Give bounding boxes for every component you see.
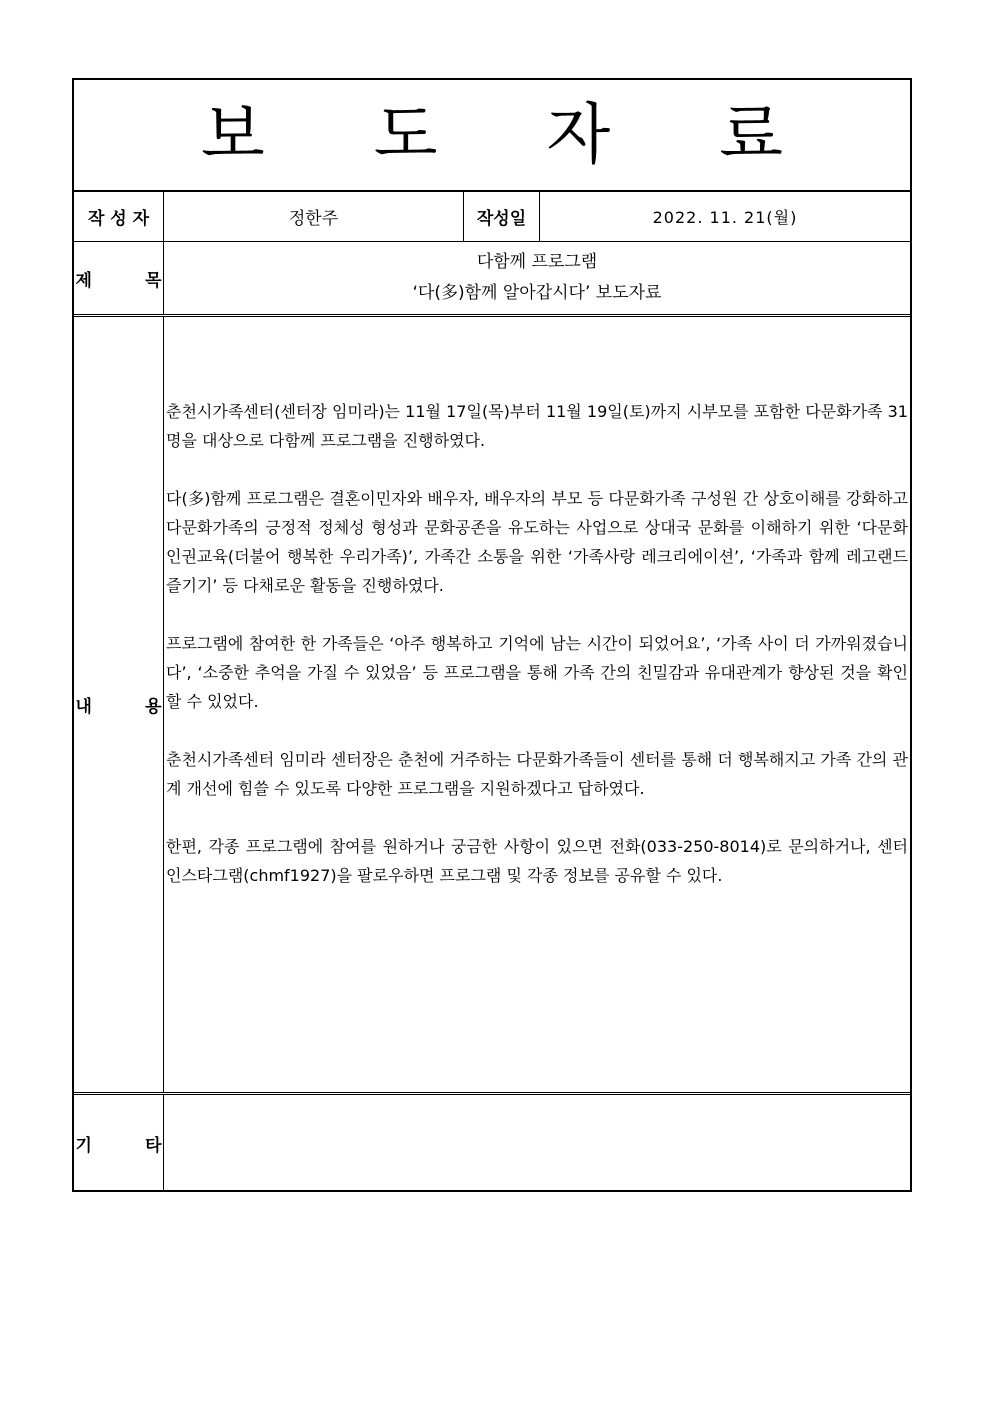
content-label [74, 317, 164, 1092]
date-value: 2022. 11. 21(월) [652, 208, 798, 227]
paragraph: 한편, 각종 프로그램에 참여를 원하거나 궁금한 사항이 있으면 전화(033-250-8014)로 문의하거나, 센터 인스타그램(chmf1927)을 팔로우하면 프로그램 및 각종 정보를 공유할 수 있다. [166, 837, 908, 885]
etc-row [74, 1095, 910, 1192]
paragraph: 다(多)함께 프로그램은 결혼이민자와 배우자, 배우자의 부모 등 다문화가족 구성원 간 상호이해를 강화하고 다문화가족의 긍정적 정체성 형성과 문화공존을 유도하는 사업으로 상대국 문화를 이해하기 위한 ‘다문화 인권교육(더불어 행복한 우리가족)’, 가족간 소통을 위한 ‘가족사랑 레크리에이션’, ‘가족과 함께 레고랜드 즐기기’ 등 다채로운 활동을 진행하였다. [166, 489, 908, 595]
document-title: 보 도 자 료 [201, 96, 827, 173]
press-release-form [72, 78, 912, 1192]
content-label-text: 내 용 [75, 697, 162, 717]
subject-label [74, 242, 164, 314]
subject-line-2: ‘다(多)함께 알아갑시다’ 보도자료 [412, 283, 662, 303]
subject-value [164, 242, 910, 314]
author-label-text: 작 성 자 [87, 209, 150, 229]
subject-label-text: 제 목 [75, 270, 162, 291]
paragraph: 프로그램에 참여한 한 가족들은 ‘아주 행복하고 기억에 남는 시간이 되었어요’, ‘가족 사이 더 가까워졌습니다’, ‘소중한 추억을 가질 수 있었음’ 등 프로그램을 통해 가족 간의 친밀감과 유대관계가 향상된 것을 확인할 수 있었다. [166, 634, 908, 711]
date-label: 작성일 [464, 192, 540, 241]
paragraph: 춘천시가족센터 임미라 센터장은 춘천에 거주하는 다문화가족들이 센터를 통해 더 행복해지고 가족 간의 관계 개선에 힘쓸 수 있도록 다양한 프로그램을 지원하겠다고 답하였다. [166, 750, 908, 798]
subject-line-1: 다함께 프로그램 [476, 252, 598, 272]
content-row [74, 317, 910, 1095]
subject-row [74, 242, 910, 317]
title-row [74, 80, 910, 192]
etc-label [74, 1095, 164, 1192]
meta-row [74, 192, 910, 242]
etc-value [164, 1095, 910, 1192]
author-label [74, 192, 164, 241]
etc-label-text: 기 타 [75, 1136, 162, 1156]
author-value: 정한주 [164, 192, 464, 241]
paragraph: 춘천시가족센터(센터장 임미라)는 11월 17일(목)부터 11월 19일(토)까지 시부모를 포함한 다문화가족 31명을 대상으로 다함께 프로그램을 진행하였다. [166, 402, 908, 450]
content-body [166, 317, 908, 1092]
